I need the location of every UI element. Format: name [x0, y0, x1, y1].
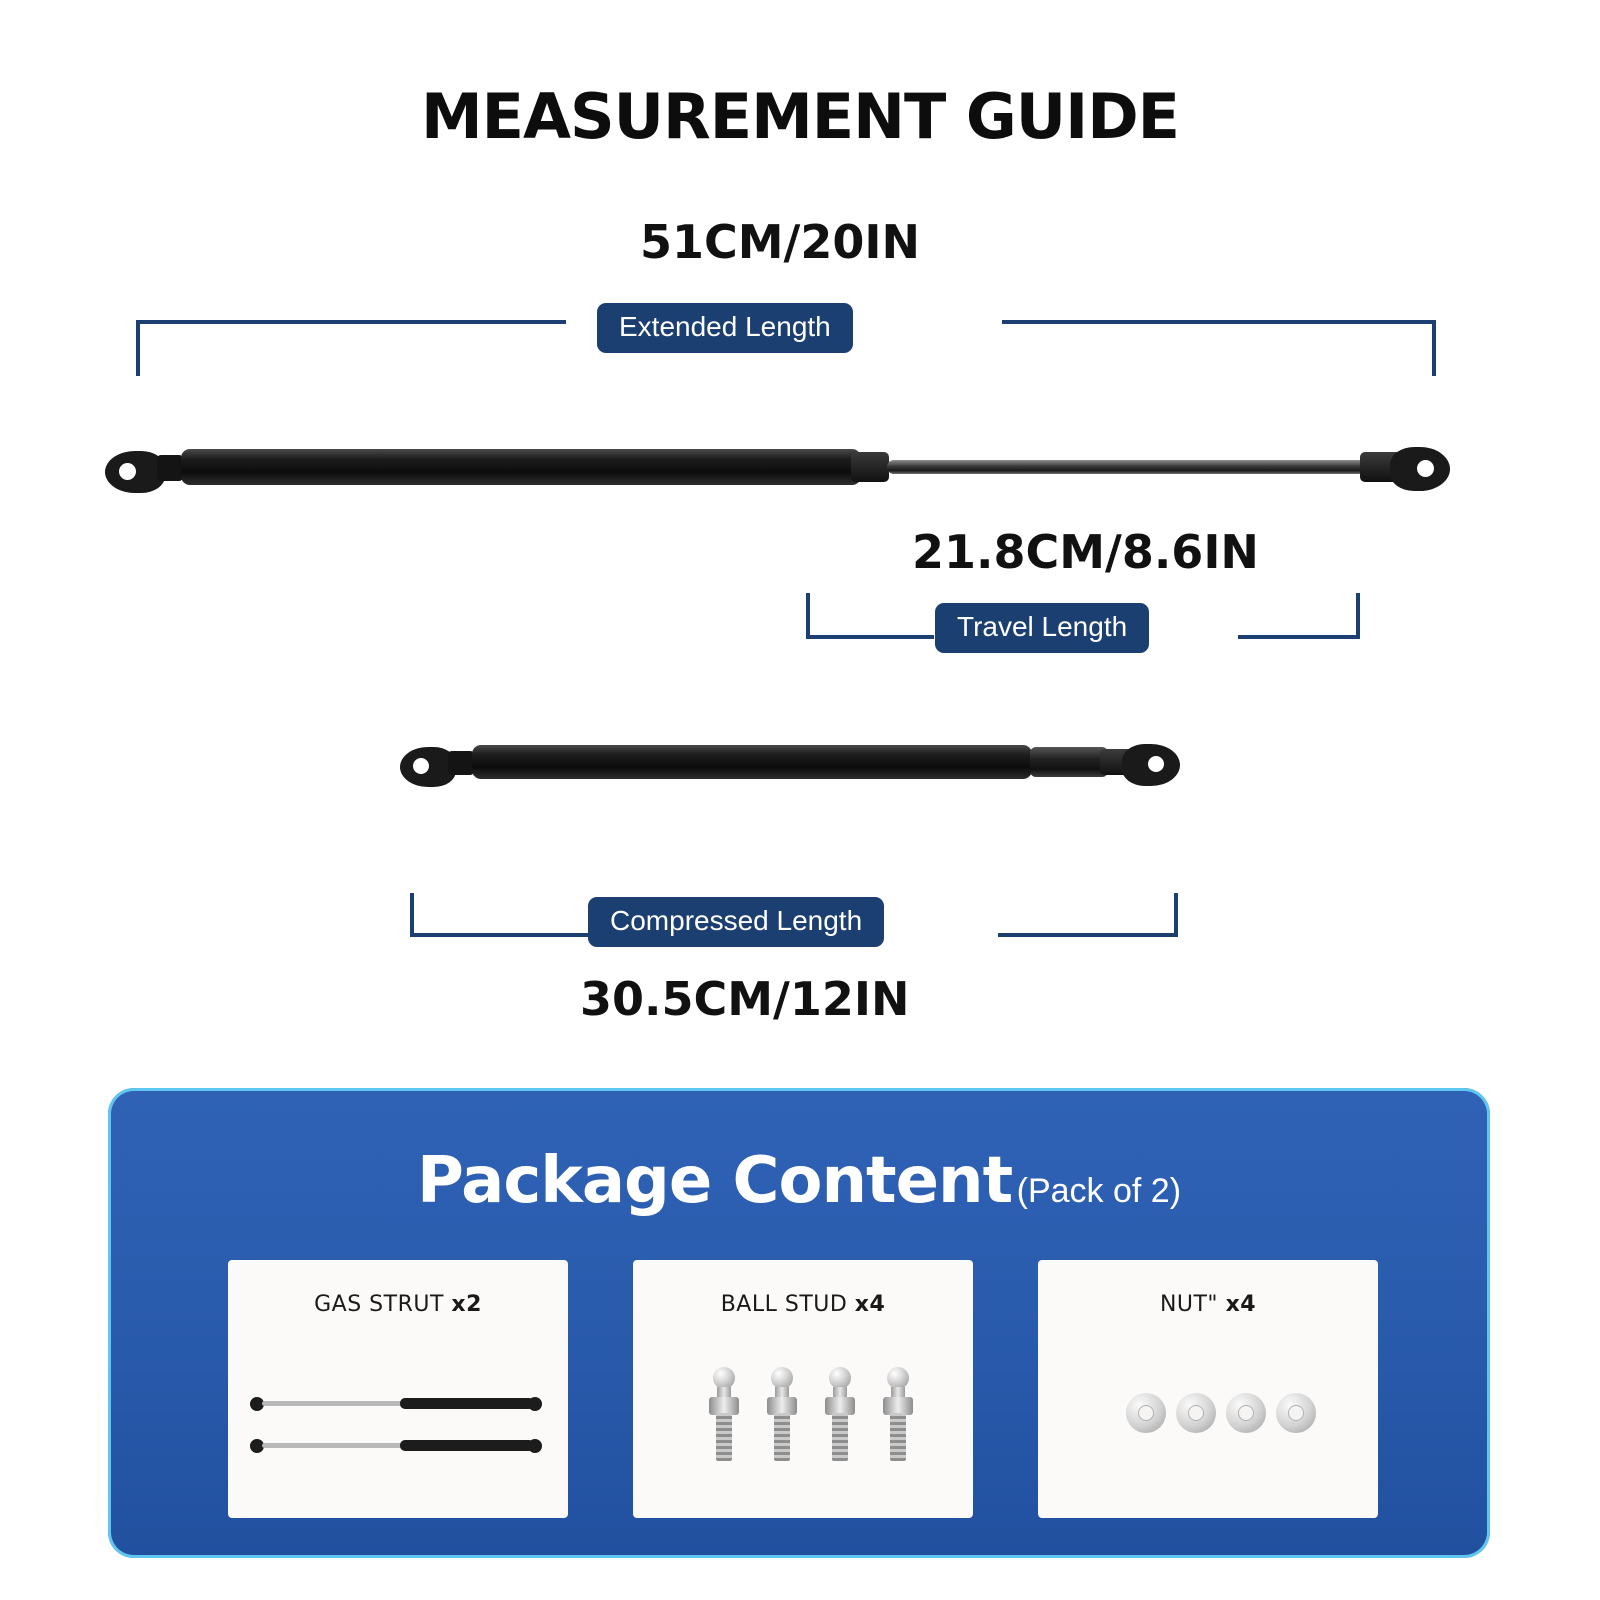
ball-stud-name: BALL STUD: [720, 1292, 855, 1317]
package-heading-sub: (Pack of 2): [1016, 1172, 1182, 1210]
nut-qty: x4: [1225, 1292, 1257, 1317]
travel-length-value: 21.8CM/8.6IN: [912, 525, 1259, 579]
gas-strut-card-label: [228, 1292, 568, 1317]
compressed-length-value: 30.5CM/12IN: [580, 972, 910, 1026]
package-card-ball-stud: [633, 1260, 973, 1518]
nut-name: NUT": [1159, 1292, 1226, 1317]
gas-strut-name: GAS STRUT: [314, 1292, 452, 1317]
package-content-heading: [108, 1144, 1490, 1218]
ball-stud-card-label: [633, 1292, 973, 1317]
ball-stud-qty: x4: [854, 1292, 886, 1317]
package-heading-main: Package Content: [416, 1144, 1013, 1218]
compressed-length-label: Compressed Length: [588, 897, 884, 947]
package-card-nut: [1038, 1260, 1378, 1518]
package-content-panel: [108, 1088, 1490, 1558]
travel-length-label: Travel Length: [935, 603, 1149, 653]
nut-washer-icon: [1038, 1345, 1378, 1505]
gas-strut-compressed-illustration: [400, 725, 1180, 795]
gas-strut-icon: [228, 1345, 568, 1505]
package-card-gas-strut: [228, 1260, 568, 1518]
gas-strut-extended-illustration: [105, 425, 1450, 505]
gas-strut-qty: x2: [451, 1292, 482, 1317]
extended-length-value: 51CM/20IN: [640, 215, 920, 269]
extended-length-label: Extended Length: [597, 303, 853, 353]
page-title: MEASUREMENT GUIDE: [420, 80, 1180, 153]
package-item-cards: [228, 1260, 1378, 1518]
ball-stud-icon: [633, 1345, 973, 1505]
nut-card-label: [1038, 1292, 1378, 1317]
